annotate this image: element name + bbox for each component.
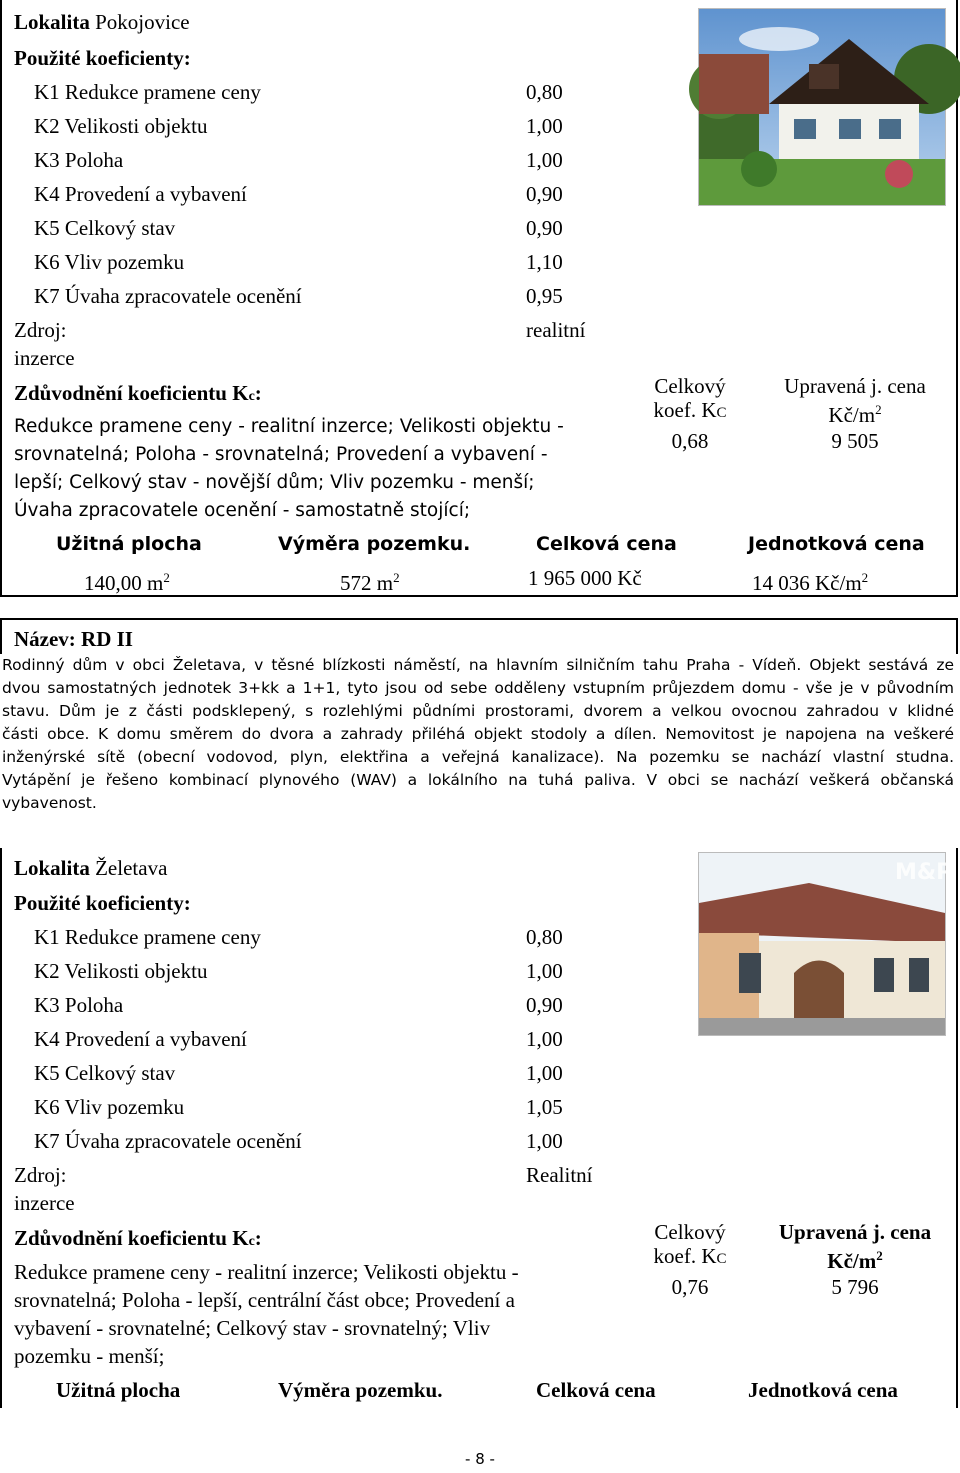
summary-sup: 2 — [163, 570, 170, 585]
lokalita-label: Lokalita — [14, 10, 90, 34]
justification-heading-colon: : — [254, 381, 262, 405]
description-line: části obce. K domu směrem do dvora a zahrady přiléhá objekt stodoly a dílen. Nemovitost je napojena na veškeré — [2, 725, 954, 743]
listing-border-left — [0, 848, 2, 1408]
coefficient-value: 1,00 — [526, 1027, 563, 1051]
summary-sup: 2 — [393, 570, 400, 585]
summary-header: Celková cena — [536, 533, 677, 555]
coefficient-value: 0,95 — [526, 284, 563, 308]
name-box — [0, 618, 958, 654]
lokalita-name: Želetava — [95, 856, 168, 880]
summary-value: 140,00 m — [84, 571, 164, 595]
source-cont: inzerce — [14, 346, 75, 370]
coefficient-name: K6 Vliv pozemku — [34, 250, 185, 274]
total-coef-value: 0,68 — [671, 429, 709, 453]
adj-price-label: Upravená j. cena — [778, 1220, 932, 1244]
total-coef-label2: koef. K — [653, 398, 717, 422]
coefficient-value: 0,80 — [526, 925, 563, 949]
description-line: vybavenost. — [2, 794, 97, 812]
adj-price-sup: 2 — [876, 1248, 883, 1263]
coefficient-name: K2 Velikosti objektu — [34, 114, 208, 138]
coefficient-name: K4 Provedení a vybavení — [34, 182, 247, 206]
coefficient-value: 1,00 — [526, 1129, 563, 1153]
summary-header: Užitná plocha — [56, 1378, 181, 1402]
adj-price-block — [760, 374, 950, 453]
total-coef-sub: C — [716, 405, 727, 421]
justification-heading-sub: c — [248, 389, 255, 404]
house-photo — [698, 8, 946, 206]
total-coef-block — [630, 1220, 750, 1299]
source-label: Zdroj: — [14, 1163, 67, 1187]
summary-value: 572 m — [340, 571, 394, 595]
justification-heading-text: Zdůvodnění koeficientu K — [14, 1226, 249, 1250]
summary-header: Celková cena — [536, 1378, 656, 1402]
coefficient-name: K7 Úvaha zpracovatele ocenění — [34, 1129, 302, 1153]
listing-border-bottom — [0, 595, 958, 597]
justification-line: Redukce pramene ceny - realitní inzerce; Velikosti objektu - — [14, 1260, 519, 1284]
coefficient-name: K6 Vliv pozemku — [34, 1095, 185, 1119]
justification-heading-text: Zdůvodnění koeficientu K — [14, 381, 249, 405]
justification-line: lepší; Celkový stav - novější dům; Vliv pozemku - menší; — [14, 472, 535, 493]
total-coef-label: Celkový — [654, 1220, 726, 1244]
coefficient-value: 1,00 — [526, 114, 563, 138]
coefficient-value: 1,00 — [526, 959, 563, 983]
coefficient-name: K4 Provedení a vybavení — [34, 1027, 247, 1051]
source-value: Realitní — [526, 1163, 593, 1187]
coefficient-value: 1,00 — [526, 1061, 563, 1085]
justification-heading — [14, 1226, 262, 1254]
coefficient-value: 0,90 — [526, 993, 563, 1017]
source-label: Zdroj: — [14, 318, 67, 342]
coefficient-value: 0,90 — [526, 182, 563, 206]
house-photo-zeletava-image — [699, 853, 953, 1035]
coefficient-value: 0,80 — [526, 80, 563, 104]
lokalita-label: Lokalita — [14, 856, 90, 880]
justification-heading-colon: : — [254, 1226, 262, 1250]
lokalita-line — [14, 10, 190, 34]
adj-price-unit: Kč/m — [827, 1249, 877, 1273]
justification-line: srovnatelná; Poloha - lepší, centrální část obce; Provedení a — [14, 1288, 515, 1312]
source-cont: inzerce — [14, 1191, 75, 1215]
coefficient-name: K1 Redukce pramene ceny — [34, 925, 261, 949]
summary-header: Jednotková cena — [748, 1378, 898, 1402]
adj-price-block — [760, 1220, 950, 1299]
justification-line: pozemku - menší; — [14, 1344, 165, 1368]
description-line: stavu. Dům je z části podsklepený, s rozlehlými půdními prostorami, dvorem a velkou ovocnou zahradou v klidné — [2, 702, 954, 720]
summary-header: Výměra pozemku. — [278, 1378, 443, 1402]
summary-value: 14 036 Kč/m — [752, 571, 862, 595]
description-line: dvou samostatných jednotek 3+kk a 1+1, tyto jsou od sebe odděleny vstupním průjezdem domu - vše je v původním — [2, 679, 954, 697]
coefficient-value: 1,00 — [526, 148, 563, 172]
summary-header: Jednotková cena — [748, 533, 925, 555]
listing-description — [2, 654, 954, 815]
coefficient-name: K1 Redukce pramene ceny — [34, 80, 261, 104]
adj-price-sup: 2 — [875, 402, 882, 417]
coefficient-name: K3 Poloha — [34, 148, 124, 172]
adj-price-unit: Kč/m — [828, 403, 876, 427]
adj-price-value: 5 796 — [831, 1275, 879, 1299]
summary-header: Užitná plocha — [56, 533, 202, 555]
justification-heading — [14, 381, 262, 409]
coefficient-value: 1,05 — [526, 1095, 563, 1119]
coef-heading: Použité koeficienty: — [14, 46, 191, 70]
justification-heading-sub: c — [248, 1234, 255, 1249]
source-value: realitní — [526, 318, 586, 342]
justification-line: Redukce pramene ceny - realitní inzerce; Velikosti objektu - — [14, 416, 564, 437]
coefficient-name: K2 Velikosti objektu — [34, 959, 208, 983]
listing-name: Název: RD II — [14, 627, 133, 651]
lokalita-line — [14, 856, 167, 880]
coefficient-name: K3 Poloha — [34, 993, 124, 1017]
coef-heading: Použité koeficienty: — [14, 891, 191, 915]
total-coef-label2: koef. K — [653, 1244, 717, 1268]
page-number: - 8 - — [465, 1450, 495, 1468]
total-coef-sub: C — [716, 1251, 727, 1267]
coefficient-name: K7 Úvaha zpracovatele ocenění — [34, 284, 302, 308]
adj-price-value: 9 505 — [831, 429, 879, 453]
total-coef-label: Celkový — [654, 374, 726, 398]
coefficient-value: 1,10 — [526, 250, 563, 274]
justification-line: Úvaha zpracovatele ocenění - samostatně stojící; — [14, 500, 471, 521]
house-photo-pokojovice-image — [699, 9, 945, 205]
justification-line: srovnatelná; Poloha - srovnatelná; Provedení a vybavení - — [14, 444, 548, 465]
photo-watermark: M&P — [895, 860, 953, 885]
coefficient-name: K5 Celkový stav — [34, 216, 176, 240]
description-line: Vytápění je řešeno kombinací plynového (WAV) a lokálního na tuhá paliva. V obci se nachází veškerá občanská — [2, 771, 954, 789]
justification-text — [14, 413, 614, 525]
house-photo — [698, 852, 953, 1036]
summary-header: Výměra pozemku. — [278, 533, 471, 555]
adj-price-label: Upravená j. cena — [784, 374, 926, 398]
listing-border-right — [956, 848, 958, 1408]
coefficient-name: K5 Celkový stav — [34, 1061, 176, 1085]
justification-text — [14, 1258, 624, 1370]
total-coef-value: 0,76 — [671, 1275, 709, 1299]
description-line: Rodinný dům v obci Želetava, v těsné blízkosti náměstí, na hlavním silničním tahu Praha - Vídeň. Objekt sestává ze — [2, 656, 954, 674]
justification-line: vybavení - srovnatelné; Celkový stav - srovnatelný; Vliv — [14, 1316, 491, 1340]
summary-sup: 2 — [861, 570, 869, 585]
lokalita-name: Pokojovice — [95, 10, 190, 34]
listing-border-left — [0, 0, 2, 597]
coefficient-value: 0,90 — [526, 216, 563, 240]
total-coef-block — [630, 374, 750, 453]
summary-value: 1 965 000 Kč — [528, 566, 642, 590]
description-line: inženýrské sítě (obecní vodovod, plyn, elektřina a veřejná kanalizace). Na pozemku se nachází vlastní studna. — [2, 748, 954, 766]
